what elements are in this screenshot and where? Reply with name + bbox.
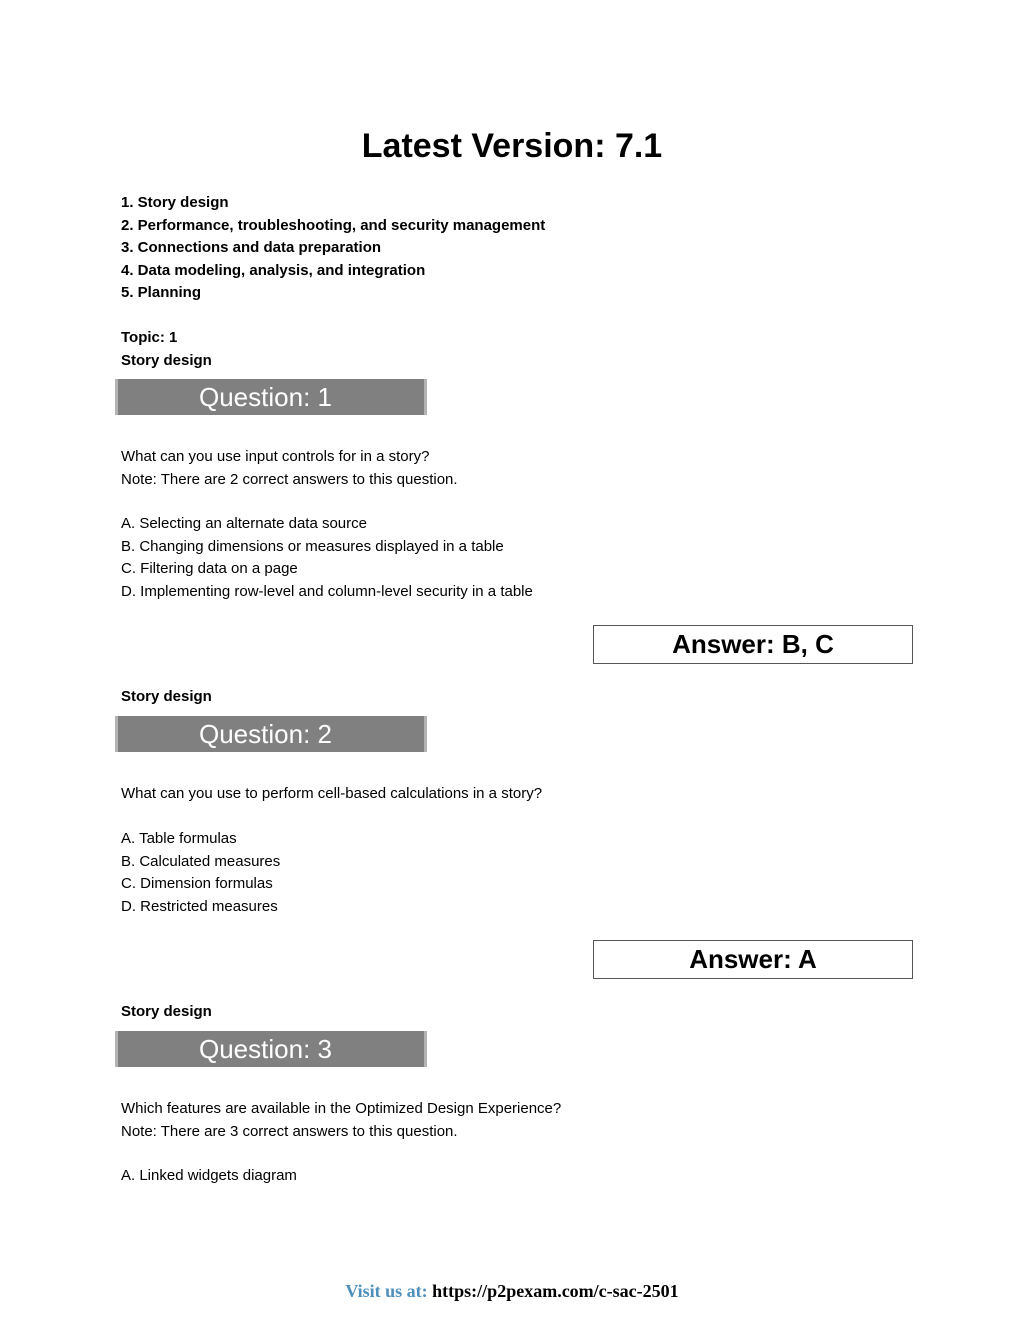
question-options <box>121 513 533 603</box>
topic-item: 3. Connections and data preparation <box>121 239 382 256</box>
topic-item: 2. Performance, troubleshooting, and security management <box>121 216 546 234</box>
footer-visit-label: Visit us at: <box>345 1281 428 1301</box>
answer-box: Answer: A <box>593 940 913 979</box>
question-prompt <box>121 783 542 806</box>
footer <box>0 1281 1024 1302</box>
question-header <box>115 379 427 415</box>
topic-list <box>121 192 545 305</box>
footer-url-link[interactable]: https://p2pexam.com/c-sac-2501 <box>432 1281 679 1301</box>
section-label: Story design <box>121 688 212 705</box>
topic-item: 5. Planning <box>121 284 202 301</box>
question-prompt <box>121 446 458 491</box>
question-label: Question: 3 <box>199 1034 332 1064</box>
topic-item: 4. Data modeling, analysis, and integration <box>121 261 426 279</box>
question-prompt <box>121 1098 561 1143</box>
option: B. Changing dimensions or measures displayed in a table <box>121 537 504 555</box>
option: A. Selecting an alternate data source <box>121 515 367 532</box>
question-options <box>121 1165 297 1188</box>
section-label: Story design <box>121 1003 212 1020</box>
question-label: Question: 2 <box>199 719 332 749</box>
option: D. Restricted measures <box>121 897 278 915</box>
option: B. Calculated measures <box>121 852 281 870</box>
option: A. Linked widgets diagram <box>121 1167 297 1184</box>
topic-name: Story design <box>121 351 212 369</box>
question-label: Question: 1 <box>199 382 332 412</box>
option: C. Filtering data on a page <box>121 560 298 577</box>
option: C. Dimension formulas <box>121 875 273 892</box>
question-header <box>115 1031 427 1067</box>
option: D. Implementing row-level and column-level security in a table <box>121 582 533 600</box>
topic-item: 1. Story design <box>121 194 229 211</box>
prompt-line: Which features are available in the Optimized Design Experience? <box>121 1100 562 1117</box>
topic-number: Topic: 1 <box>121 329 178 346</box>
question-header <box>115 716 427 752</box>
option: A. Table formulas <box>121 830 237 847</box>
prompt-line: What can you use to perform cell-based calculations in a story? <box>121 785 543 802</box>
answer-box: Answer: B, C <box>593 625 913 664</box>
prompt-line: Note: There are 2 correct answers to this question. <box>121 470 458 488</box>
prompt-line: Note: There are 3 correct answers to this question. <box>121 1122 458 1140</box>
question-options <box>121 828 280 918</box>
page-title: Latest Version: 7.1 <box>361 127 663 165</box>
prompt-line: What can you use input controls for in a story? <box>121 448 430 465</box>
topic-heading <box>121 327 212 372</box>
